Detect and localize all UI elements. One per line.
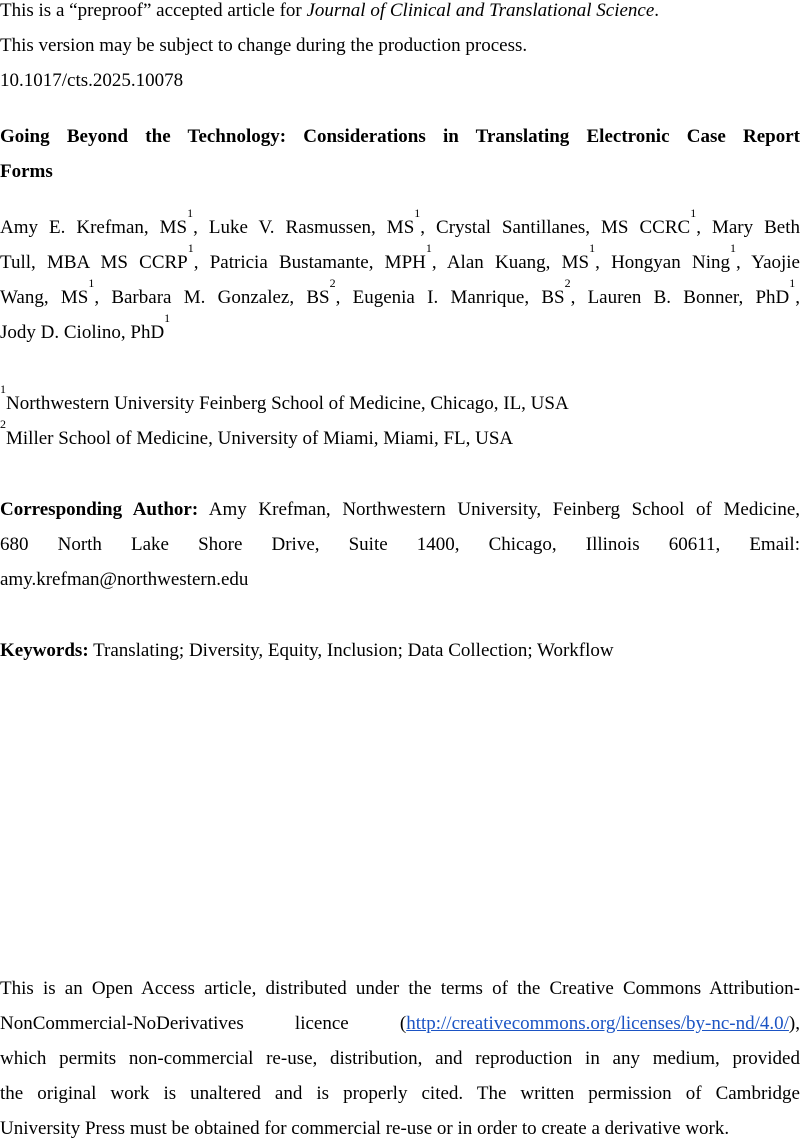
author: Barbara M. Gonzalez, BS (111, 287, 330, 308)
author-affiliation-mark: 1 (425, 241, 432, 255)
author-affiliation-mark: 2 (564, 276, 571, 290)
authors-line-2: Tull, MBA MS CCRP$^1$, Patricia Bustamante, MPH$^1$, Alan Kuang, $MS^1$, Hongyan Ning$^1$, Yaojie (0, 241, 800, 273)
license-url-link[interactable]: http://creativecommons.org/licenses/by-nc-nd/4.0/ (406, 1013, 789, 1034)
doi: 10.1017/cts.2025.10078 (0, 70, 184, 91)
keywords-text: Translating; Diversity, Equity, Inclusion; Data Collection; Workflow (88, 640, 614, 661)
license-line-1: This is an Open Access article, distributed under the terms of the Creative Commons Attribution- (0, 978, 800, 999)
author-affiliation-mark: 2 (329, 276, 336, 290)
corresponding-author-email: amy.krefman@northwestern.edu (0, 569, 249, 590)
journal-name: Journal of Clinical and Translational Science (306, 0, 655, 21)
corresponding-author-line-2: 680 North Lake Shore Drive, Suite 1400, Chicago, Illinois 60611, Email: (0, 534, 800, 555)
author-affiliation-mark: 1 (187, 206, 194, 220)
author-first-part: Mary Beth (711, 217, 800, 238)
production-notice: This version may be subject to change during the production process. (0, 35, 528, 56)
author-affiliation-mark: 1 (187, 241, 194, 255)
license-line-4: the original work is unaltered and is properly cited. The written permission of Cambridge (0, 1083, 800, 1104)
keywords (0, 640, 614, 662)
corresponding-author-line-1 (0, 499, 800, 521)
article-title-line-1: Going Beyond the Technology: Considerations in Translating Electronic Case Report (0, 126, 800, 147)
license-line-3: which permits non-commercial re-use, distribution, and reproduction in any medium, provided (0, 1048, 800, 1069)
affiliation-text: Miller School of Medicine, University of Miami, Miami, FL, USA (6, 428, 514, 449)
author: Patricia Bustamante, MPH (209, 252, 426, 273)
preproof-notice-text: This is a “preproof” accepted article for (0, 0, 307, 21)
author: Lauren B. Bonner, PhD (587, 287, 790, 308)
affiliation-text: Northwestern University Feinberg School of Medicine, Chicago, IL, USA (6, 393, 569, 414)
license-line-5: University Press must be obtained for commercial re-use or in order to create a derivative work. (0, 1118, 730, 1139)
license-line-2 (0, 1013, 800, 1035)
preproof-notice-end: . (654, 0, 660, 21)
author: Eugenia I. Manrique, BS (352, 287, 565, 308)
author: Crystal Santillanes, MS CCRC (436, 217, 691, 238)
authors-line-1: Amy E. Krefman, $MS^1$, Luke V. Rasmussen, $MS^1$, Crystal Santillanes, MS CCRC$^1$, Mary Beth (0, 206, 800, 238)
author-affiliation-mark: 1 (789, 276, 796, 290)
author: Jody D. Ciolino, PhD (0, 322, 165, 343)
affiliation-number: 2 (0, 417, 6, 431)
preproof-notice (0, 0, 659, 22)
affiliation-1 (0, 382, 569, 415)
author-affiliation-mark: 1 (414, 206, 421, 220)
author-second-part: Wang, MS (0, 287, 89, 308)
author: Amy E. Krefman, MS (0, 217, 188, 238)
author-affiliation-mark: 1 (690, 206, 697, 220)
corresponding-author-label: Corresponding Author: (0, 499, 199, 520)
author: Alan Kuang, MS (446, 252, 590, 273)
author-affiliation-mark: 1 (729, 241, 736, 255)
affiliation-2 (0, 417, 514, 450)
author-affiliation-mark: 1 (589, 241, 596, 255)
corresponding-author-text: Amy Krefman, Northwestern University, Feinberg School of Medicine, (198, 499, 800, 520)
keywords-label: Keywords: (0, 640, 89, 661)
author-affiliation-mark: 1 (164, 311, 171, 325)
authors-line-3: Wang, $MS^1$, Barbara M. Gonzalez, $BS^2$, Eugenia I. Manrique, $BS^2$, Lauren B. Bonner, PhD$^1$, (0, 276, 800, 308)
affiliation-number: 1 (0, 382, 6, 396)
author-second-part: Tull, MBA MS CCRP (0, 252, 188, 273)
license-text: NonCommercial-NoDerivatives licence ( (0, 1013, 407, 1034)
author-affiliation-mark: 1 (88, 276, 95, 290)
author: Luke V. Rasmussen, MS (208, 217, 415, 238)
author-first-part: Yaojie (751, 252, 800, 273)
author: Hongyan Ning (611, 252, 730, 273)
license-text-end: ), (788, 1013, 800, 1034)
authors-line-4 (0, 311, 171, 344)
article-title-line-2: Forms (0, 161, 53, 182)
